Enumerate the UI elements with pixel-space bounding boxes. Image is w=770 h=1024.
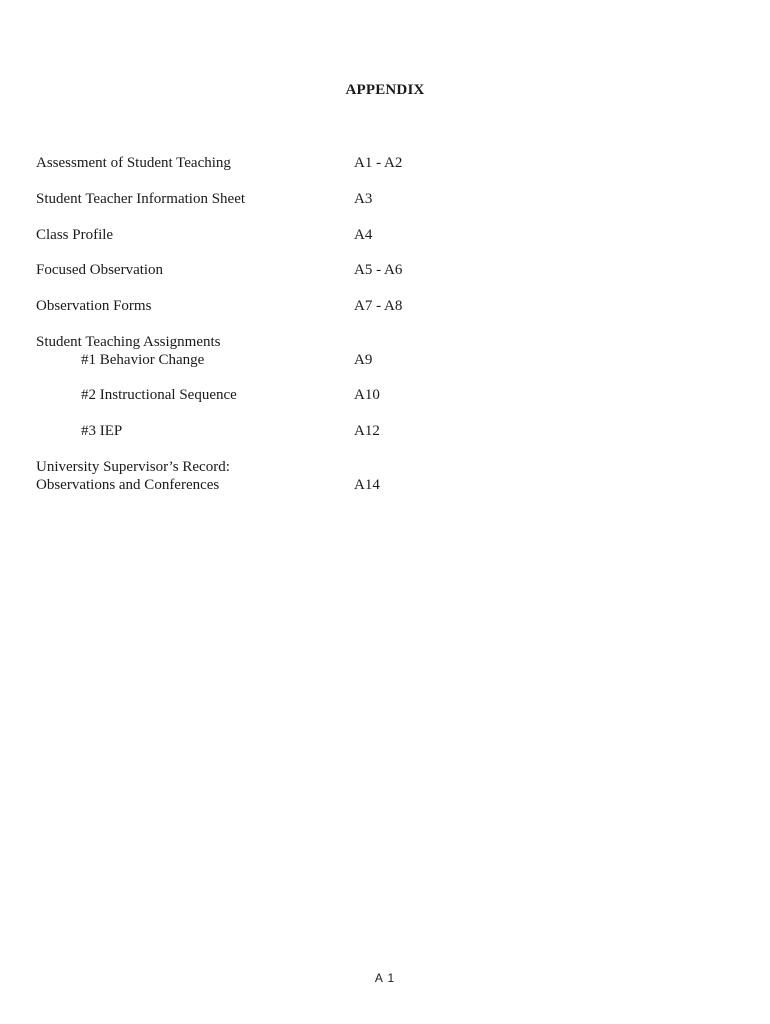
toc-entry-ref: A3 (354, 191, 373, 207)
toc-entry-ref: A14 (354, 477, 380, 493)
toc-entry-label: University Supervisor’s Record: (36, 459, 230, 475)
toc-entry-label: #1 Behavior Change (81, 352, 205, 368)
page-number: A 1 (374, 971, 396, 985)
toc-entry-ref: A1 - A2 (354, 155, 403, 171)
toc-entry-ref: A4 (354, 227, 373, 243)
toc-entry-ref: A12 (354, 423, 380, 439)
toc-entry-label: Observations and Conferences (36, 477, 220, 493)
toc-entry-label: #2 Instructional Sequence (81, 387, 237, 403)
toc-entry-label: Assessment of Student Teaching (36, 155, 231, 171)
page-title: APPENDIX (345, 82, 425, 98)
toc-entry-label: Focused Observation (36, 262, 164, 278)
toc-entry-ref: A10 (354, 387, 380, 403)
toc-entry-label: Student Teaching Assignments (36, 334, 221, 350)
toc-entry-label: Student Teacher Information Sheet (36, 191, 246, 207)
toc-entry-label: Observation Forms (36, 298, 152, 314)
toc-entry-ref: A7 - A8 (354, 298, 403, 314)
toc-entry-ref: A5 - A6 (354, 262, 403, 278)
toc-entry-label: #3 IEP (81, 423, 123, 439)
toc-entry-label: Class Profile (36, 227, 114, 243)
toc-entry-ref: A9 (354, 352, 373, 368)
